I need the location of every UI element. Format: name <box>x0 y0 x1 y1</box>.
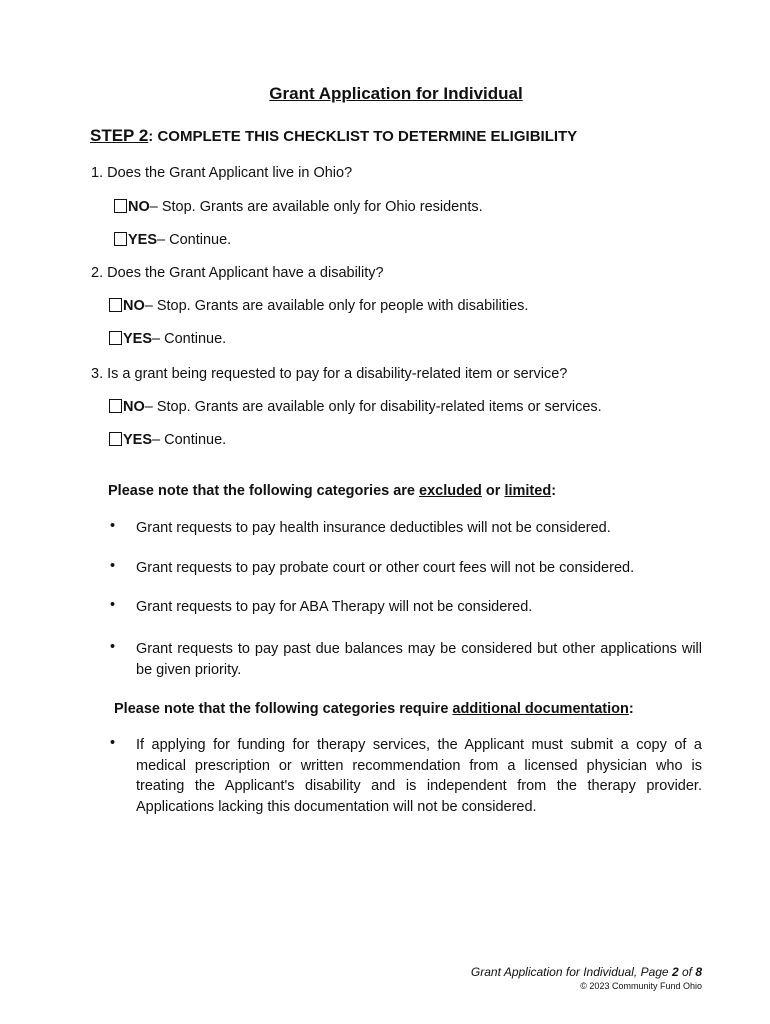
exclusion-item <box>110 639 702 680</box>
q3-option-no[interactable] <box>109 399 602 415</box>
exclusions-note <box>108 483 556 499</box>
checkbox-q3-no[interactable] <box>109 399 122 413</box>
step-heading <box>90 126 577 146</box>
exclusion-item <box>110 597 702 618</box>
note-text: : <box>628 701 634 717</box>
checkbox-q3-yes[interactable] <box>109 432 122 446</box>
option-key: NO <box>123 298 145 314</box>
bullet: • <box>110 558 116 574</box>
exclusion-text: Grant requests to pay for ABA Therapy will not be considered. <box>136 599 533 615</box>
checkbox-q1-yes[interactable] <box>114 232 127 246</box>
documentation-text: If applying for funding for therapy services, the Applicant must submit a copy of a medical prescription or written recommendation from a licensed physician who is treating the Applicant's disability and is independent from the therapy provider. Applications lacking this documentation will not be considered. <box>136 737 702 815</box>
note-text: Please note that the following categories require <box>114 701 453 717</box>
bullet: • <box>110 597 116 613</box>
option-key: YES <box>123 432 153 448</box>
note-excluded: excluded <box>419 483 482 499</box>
option-key: NO <box>128 199 150 215</box>
option-text: – Stop. Grants are available only for people with disabilities. <box>144 298 529 314</box>
q1-option-yes[interactable] <box>114 232 231 248</box>
checkbox-q2-no[interactable] <box>109 298 122 312</box>
page-total: 8 <box>695 965 702 979</box>
documentation-note <box>114 701 634 717</box>
page-number: 2 <box>671 965 679 979</box>
note-limited: limited <box>504 483 552 499</box>
page-title: Grant Application for Individual <box>269 84 523 103</box>
option-text: – Continue. <box>152 432 227 448</box>
q2-option-yes[interactable] <box>109 331 226 347</box>
exclusion-item <box>110 518 702 539</box>
checkbox-q1-no[interactable] <box>114 199 127 213</box>
option-key: YES <box>123 331 153 347</box>
note-additional-documentation: additional documentation <box>452 701 629 717</box>
exclusion-text: Grant requests to pay past due balances may be considered but other applications will be given priority. <box>136 641 702 678</box>
q3-option-yes[interactable] <box>109 432 226 448</box>
footer-text: of <box>678 965 696 979</box>
note-text: or <box>481 483 505 499</box>
documentation-item <box>110 735 702 817</box>
option-text: – Continue. <box>157 232 232 248</box>
footer-text: Grant Application for Individual, Page <box>470 965 672 979</box>
q2-option-no[interactable] <box>109 298 528 314</box>
exclusion-text: Grant requests to pay health insurance deductibles will not be considered. <box>136 520 611 536</box>
step-colon: : <box>148 128 154 145</box>
bullet: • <box>110 735 116 751</box>
bullet: • <box>110 639 116 655</box>
q1-option-no[interactable] <box>114 199 483 215</box>
exclusion-item <box>110 558 702 579</box>
checkbox-q2-yes[interactable] <box>109 331 122 345</box>
exclusion-text: Grant requests to pay probate court or other court fees will not be considered. <box>136 560 635 576</box>
step-text: COMPLETE THIS CHECKLIST TO DETERMINE ELIGIBILITY <box>153 128 578 145</box>
page-footer <box>471 965 702 979</box>
question-2: 2. Does the Grant Applicant have a disability? <box>91 265 384 281</box>
question-3: 3. Is a grant being requested to pay for a disability-related item or service? <box>91 366 568 382</box>
step-label: STEP 2 <box>90 126 149 145</box>
option-key: YES <box>128 232 158 248</box>
copyright: © 2023 Community Fund Ohio <box>580 981 702 991</box>
note-text: : <box>551 483 557 499</box>
option-key: NO <box>123 399 145 415</box>
question-1: 1. Does the Grant Applicant live in Ohio? <box>91 165 353 181</box>
note-text: Please note that the following categories are <box>108 483 420 499</box>
option-text: – Stop. Grants are available only for disability-related items or services. <box>144 399 602 415</box>
option-text: – Stop. Grants are available only for Ohio residents. <box>149 199 483 215</box>
option-text: – Continue. <box>152 331 227 347</box>
bullet: • <box>110 518 116 534</box>
